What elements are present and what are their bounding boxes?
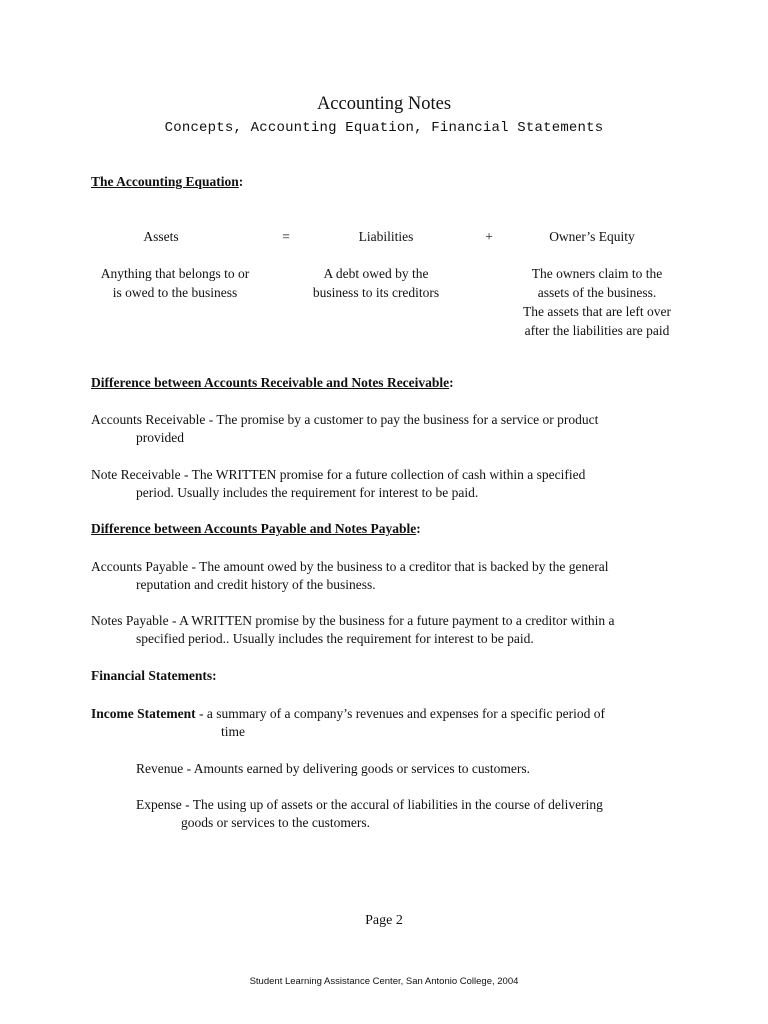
revenue-line: Revenue - Amounts earned by delivering goods or services to customers. bbox=[136, 761, 531, 776]
receivable-heading bbox=[91, 375, 454, 391]
equation-heading-colon: : bbox=[238, 174, 244, 189]
page-number: Page 2 bbox=[365, 913, 403, 928]
receivable-heading-text: Difference between Accounts Receivable and Notes Receivable bbox=[91, 375, 450, 390]
payable-heading-colon: : bbox=[416, 521, 421, 536]
expense-line1: Expense - The using up of assets or the accural of liabilities in the course of delivering bbox=[136, 797, 603, 812]
equity-definition-line: The owners claim to the bbox=[531, 266, 663, 281]
equity-definition bbox=[497, 264, 697, 340]
receivable-heading-colon: : bbox=[449, 375, 454, 390]
income-statement-line2: time bbox=[221, 724, 245, 739]
footer-credit: Student Learning Assistance Center, San Antonio College, 2004 bbox=[249, 976, 519, 987]
equation-equals-sign: = bbox=[282, 229, 290, 244]
equation-heading-text: The Accounting Equation bbox=[91, 174, 239, 189]
payable-heading bbox=[91, 521, 421, 537]
accounts-payable-line2: reputation and credit history of the business. bbox=[136, 577, 376, 592]
equation-liabilities: Liabilities bbox=[358, 229, 414, 244]
equation-owners-equity: Owner’s Equity bbox=[549, 229, 635, 244]
equity-definition-line: after the liabilities are paid bbox=[524, 323, 670, 338]
financial-statements-heading: Financial Statements: bbox=[91, 668, 217, 683]
liabilities-definition-line: business to its creditors bbox=[312, 285, 440, 300]
equation-heading bbox=[91, 174, 243, 190]
document-subtitle: Concepts, Accounting Equation, Financial Statements bbox=[164, 120, 604, 136]
expense-line2: goods or services to the customers. bbox=[181, 815, 370, 830]
equation-plus-sign: + bbox=[485, 229, 493, 244]
note-receivable-line2: period. Usually includes the requirement for interest to be paid. bbox=[136, 485, 479, 500]
assets-definition-line: is owed to the business bbox=[112, 285, 238, 300]
liabilities-definition bbox=[286, 264, 466, 302]
liabilities-definition-line: A debt owed by the bbox=[323, 266, 429, 281]
payable-heading-text: Difference between Accounts Payable and Notes Payable bbox=[91, 521, 417, 536]
assets-definition bbox=[80, 264, 270, 302]
accounts-payable-line1: Accounts Payable - The amount owed by the business to a creditor that is backed by the general bbox=[91, 559, 609, 574]
assets-definition-line: Anything that belongs to or bbox=[100, 266, 250, 281]
equation-assets: Assets bbox=[143, 229, 179, 244]
income-statement-line1 bbox=[91, 705, 605, 723]
accounts-receivable-line1: Accounts Receivable - The promise by a customer to pay the business for a service or product bbox=[91, 412, 599, 427]
note-receivable-line1: Note Receivable - The WRITTEN promise for a future collection of cash within a specified bbox=[91, 467, 586, 482]
income-statement-term: Income Statement bbox=[91, 706, 196, 721]
equity-definition-line: The assets that are left over bbox=[522, 304, 672, 319]
income-statement-definition: - a summary of a company’s revenues and expenses for a specific period of bbox=[195, 706, 605, 721]
notes-payable-line1: Notes Payable - A WRITTEN promise by the business for a future payment to a creditor within a bbox=[91, 613, 615, 628]
notes-payable-line2: specified period.. Usually includes the requirement for interest to be paid. bbox=[136, 631, 534, 646]
equity-definition-line: assets of the business. bbox=[537, 285, 657, 300]
document-title: Accounting Notes bbox=[316, 94, 452, 114]
accounts-receivable-line2: provided bbox=[136, 430, 184, 445]
